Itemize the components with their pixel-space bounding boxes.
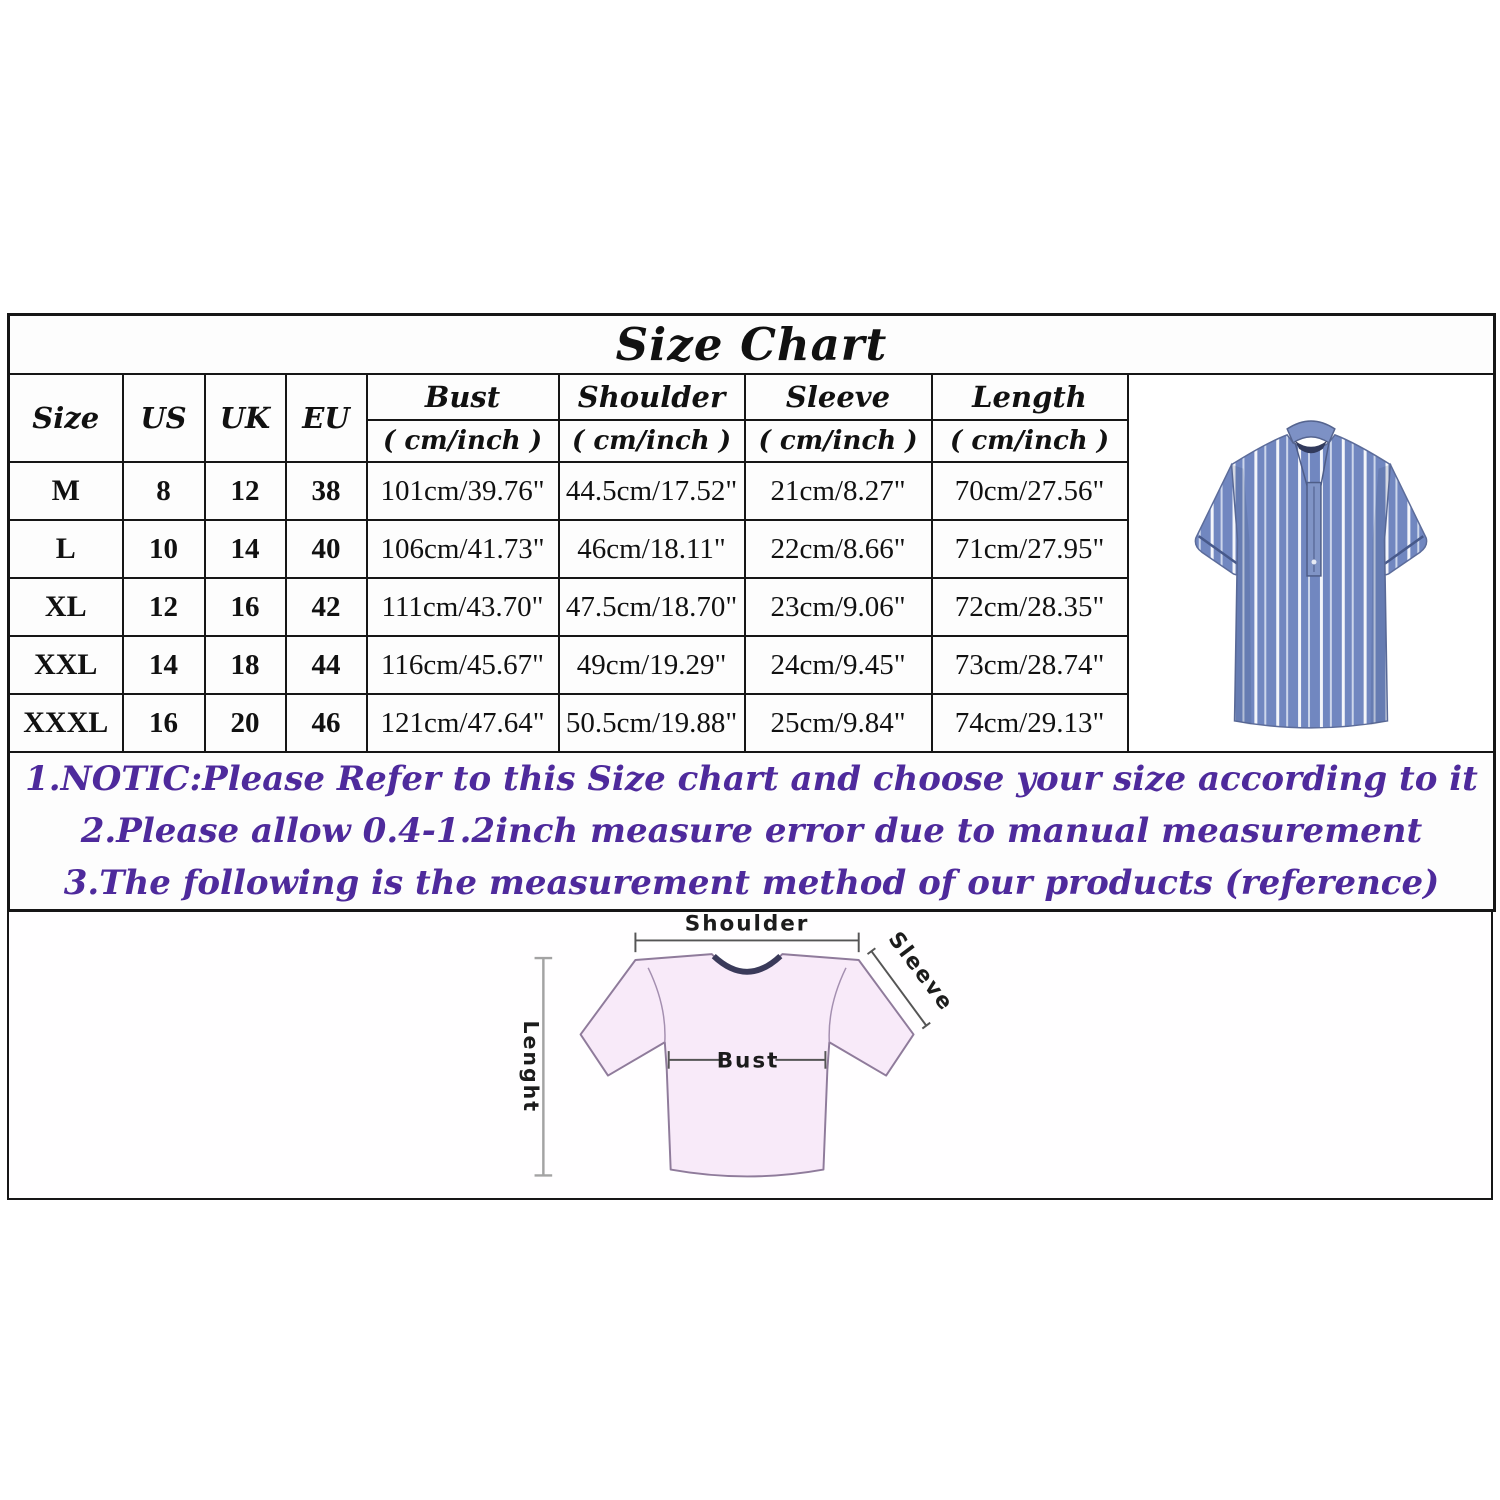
cell-bust: 101cm/39.76": [367, 462, 559, 520]
cell-uk: 18: [205, 636, 286, 694]
cell-length: 71cm/27.95": [932, 520, 1128, 578]
col-header-sleeve: Sleeve: [745, 374, 932, 420]
note-line-3: 3.The following is the measurement method of our products (reference): [63, 863, 1440, 903]
unit-sleeve: ( cm/inch ): [745, 420, 932, 462]
bust-label: Bust: [716, 1048, 780, 1074]
cell-length: 73cm/28.74": [932, 636, 1128, 694]
cell-shoulder: 50.5cm/19.88": [559, 694, 745, 752]
cell-size: M: [9, 462, 123, 520]
cell-uk: 14: [205, 520, 286, 578]
cell-size: XXXL: [9, 694, 123, 752]
cell-eu: 46: [286, 694, 367, 752]
col-header-length: Length: [932, 374, 1128, 420]
unit-shoulder: ( cm/inch ): [559, 420, 745, 462]
product-photo-shirt: [1162, 391, 1460, 739]
cell-sleeve: 23cm/9.06": [745, 578, 932, 636]
sleeve-label: Sleeve: [882, 927, 959, 1017]
title-row: [9, 315, 1495, 375]
col-header-uk: UK: [205, 374, 286, 462]
size-table: [7, 313, 1496, 912]
measurement-diagram-box: [7, 910, 1493, 1200]
col-header-size: Size: [9, 374, 123, 462]
cell-length: 70cm/27.56": [932, 462, 1128, 520]
col-header-shoulder: Shoulder: [559, 374, 745, 420]
measurement-diagram-svg: [515, 913, 985, 1197]
size-notes: [9, 752, 1495, 911]
cell-eu: 44: [286, 636, 367, 694]
cell-sleeve: 21cm/8.27": [745, 462, 932, 520]
cell-shoulder: 49cm/19.29": [559, 636, 745, 694]
photo-shirt-shape: [1195, 421, 1426, 728]
cell-bust: 106cm/41.73": [367, 520, 559, 578]
cell-bust: 121cm/47.64": [367, 694, 559, 752]
cell-size: XXL: [9, 636, 123, 694]
cell-size: XL: [9, 578, 123, 636]
notes-row: [9, 752, 1495, 911]
cell-shoulder: 46cm/18.11": [559, 520, 745, 578]
note-line-1: 1.NOTIC:Please Refer to this Size chart and choose your size according to it: [25, 759, 1478, 799]
length-label: Lenght: [518, 1020, 543, 1114]
cell-bust: 116cm/45.67": [367, 636, 559, 694]
cell-uk: 12: [205, 462, 286, 520]
cell-bust: 111cm/43.70": [367, 578, 559, 636]
unit-bust: ( cm/inch ): [367, 420, 559, 462]
cell-shoulder: 47.5cm/18.70": [559, 578, 745, 636]
cell-shoulder: 44.5cm/17.52": [559, 462, 745, 520]
cell-eu: 40: [286, 520, 367, 578]
cell-sleeve: 24cm/9.45": [745, 636, 932, 694]
note-line-2: 2.Please allow 0.4-1.2inch measure error due to manual measurement: [80, 811, 1423, 851]
col-header-bust: Bust: [367, 374, 559, 420]
cell-length: 72cm/28.35": [932, 578, 1128, 636]
cell-us: 10: [123, 520, 205, 578]
cell-eu: 42: [286, 578, 367, 636]
cell-length: 74cm/29.13": [932, 694, 1128, 752]
page-title: Size Chart: [9, 315, 1495, 375]
col-header-eu: EU: [286, 374, 367, 462]
cell-us: 8: [123, 462, 205, 520]
cell-sleeve: 25cm/9.84": [745, 694, 932, 752]
cell-eu: 38: [286, 462, 367, 520]
cell-size: L: [9, 520, 123, 578]
cell-us: 16: [123, 694, 205, 752]
cell-uk: 20: [205, 694, 286, 752]
col-header-us: US: [123, 374, 205, 462]
cell-sleeve: 22cm/8.66": [745, 520, 932, 578]
shoulder-label: Shoulder: [684, 913, 810, 937]
unit-length: ( cm/inch ): [932, 420, 1128, 462]
cell-us: 14: [123, 636, 205, 694]
cell-uk: 16: [205, 578, 286, 636]
cell-us: 12: [123, 578, 205, 636]
header-row-labels: [9, 374, 1495, 420]
size-chart-box: [7, 313, 1493, 912]
product-photo-cell: [1128, 374, 1495, 752]
